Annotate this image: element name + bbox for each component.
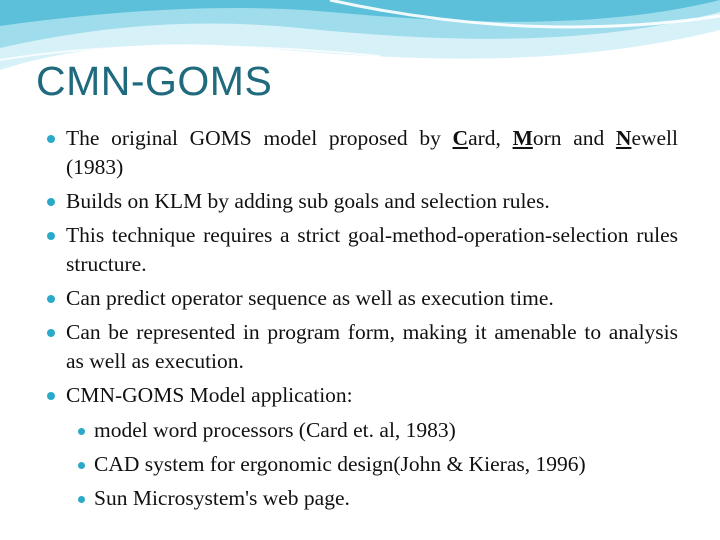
initial-n: N: [615, 126, 632, 150]
bullet-builds-on-klm: Builds on KLM by adding sub goals and selection rules.: [46, 187, 678, 216]
bullet-original-goms: [46, 124, 678, 182]
slide-title: CMN-GOMS: [36, 58, 273, 104]
bullet-model-application: [46, 381, 678, 513]
bullet-technique-structure: This technique requires a strict goal-method-operation-selection rules structure.: [46, 221, 678, 279]
sub-bullet-sun-web-page: Sun Microsystem's web page.: [66, 484, 678, 513]
bullet-text: The original GOMS model proposed by: [66, 126, 453, 150]
bullet-text: ewell (1983): [66, 126, 678, 179]
bullet-text: ard,: [468, 126, 513, 150]
bullet-list: [46, 124, 678, 518]
sub-bullet-list: [66, 416, 678, 513]
bullet-predict-sequence: Can predict operator sequence as well as execution time.: [46, 284, 678, 313]
bullet-text: orn and: [532, 126, 616, 150]
initial-c: C: [452, 126, 469, 150]
bullet-program-form: Can be represented in program form, making it amenable to analysis as well as execution.: [46, 318, 678, 376]
sub-bullet-word-processors: model word processors (Card et. al, 1983): [66, 416, 678, 445]
initial-m: M: [512, 126, 533, 150]
bullet-text: CMN-GOMS Model application:: [66, 383, 353, 407]
sub-bullet-cad-system: CAD system for ergonomic design(John & Kieras, 1996): [66, 450, 678, 479]
